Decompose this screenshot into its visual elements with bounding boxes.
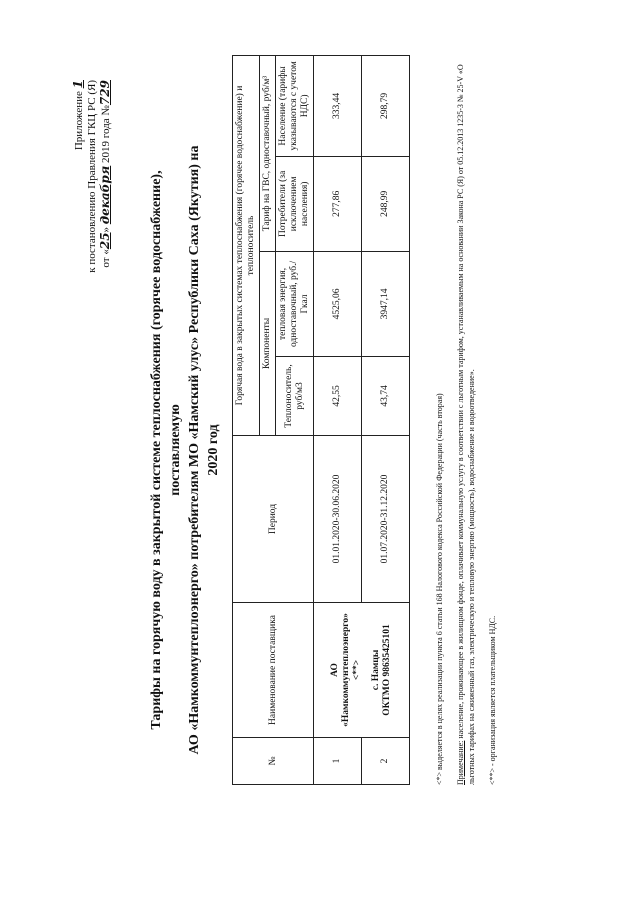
cell-coolant: 42,55	[314, 356, 362, 435]
supplier-place: с. Намцы	[371, 649, 381, 691]
appendix-label: Приложение	[73, 91, 85, 151]
cell-heat: 3947,14	[362, 251, 410, 356]
title-line-1: Тарифы на горячую воду в закрытой системе теплоснабжения (горячее водоснабжение), поставляемую	[149, 170, 183, 730]
supplier-oktmo: ОКТМО 98635425101	[382, 624, 392, 716]
footnotes	[434, 55, 508, 785]
date-day: 25	[98, 232, 112, 250]
header-heat: тепловая энергия, одноставочный, руб./Гкал	[276, 251, 314, 356]
footnote-vat-payer: <**> - организация является плательщиком НДС.	[488, 615, 497, 785]
header-population: Население (тарифы указываются с учетом НДС)	[276, 56, 314, 157]
table-row	[314, 56, 362, 785]
footnote-vat: <*> выделяется в целях реализации пункта 6 статьи 168 Налогового кодекса Российской Федерации (часть вторая)	[435, 393, 444, 785]
header-period: Период	[233, 436, 314, 603]
note-label: Примечание:	[456, 740, 465, 785]
header-consumers: Потребители (за исключением населения)	[276, 156, 314, 251]
cell-period: 01.07.2020-31.12.2020	[362, 436, 410, 603]
date-year: 2019 года №	[100, 105, 112, 166]
cell-population: 333,44	[314, 56, 362, 157]
date-prefix: от «	[100, 249, 112, 268]
cell-num: 2	[362, 738, 410, 785]
tariff-table	[232, 55, 410, 785]
title-line-2: АО «Намкоммунтеплоэнерго» потребителям МО «Намский улус» Республики Саха (Якутия) на 2020 год	[187, 145, 221, 755]
date-month: декабря	[98, 165, 112, 225]
header-num: №	[233, 738, 314, 785]
appendix-number: 1	[71, 80, 85, 89]
cell-consumers: 248,99	[362, 156, 410, 251]
resolution-line: к постановлению Правления ГКЦ РС (Я)	[86, 80, 98, 273]
header-supplier: Наименование поставщика	[233, 603, 314, 738]
header-components: Компоненты	[260, 251, 276, 435]
cell-consumers: 277,86	[314, 156, 362, 251]
document-title	[147, 145, 223, 755]
header-coolant: Теплоноситель, руб/м3	[276, 356, 314, 435]
cell-num: 1	[314, 738, 362, 785]
appendix-block	[72, 80, 113, 400]
cell-period: 01.01.2020-30.06.2020	[314, 436, 362, 603]
supplier-name: АО «Намкоммунтеплоэнерго» <**>	[330, 613, 362, 727]
cell-supplier	[314, 603, 410, 738]
appendix-line	[72, 80, 86, 400]
footnote-note	[455, 55, 477, 785]
date-mid: »	[100, 224, 112, 233]
header-gvs: Тариф на ГВС, одноставочный, руб/м³	[260, 56, 276, 252]
note-text: население, проживающее в жилищном фонде, оплачивает коммунальную услугу в соответствии с льготным тарифом, устанавливаемым на основании Закона РС (Я) от 05.12.2013 1235-З № 25-V «О льготных тарифах на сжиженный газ, электрическую и тепловую энергию (мощность), водоснабжение и водоотведение».	[456, 64, 476, 785]
cell-coolant: 43,74	[362, 356, 410, 435]
order-number: 729	[98, 80, 112, 106]
header-group: Горячая вода в закрытых системах теплоснабжения (горячее водоснабжение) и теплоноситель	[233, 56, 260, 436]
cell-heat: 4525,06	[314, 251, 362, 356]
date-line	[99, 80, 113, 400]
cell-population: 298,79	[362, 56, 410, 157]
